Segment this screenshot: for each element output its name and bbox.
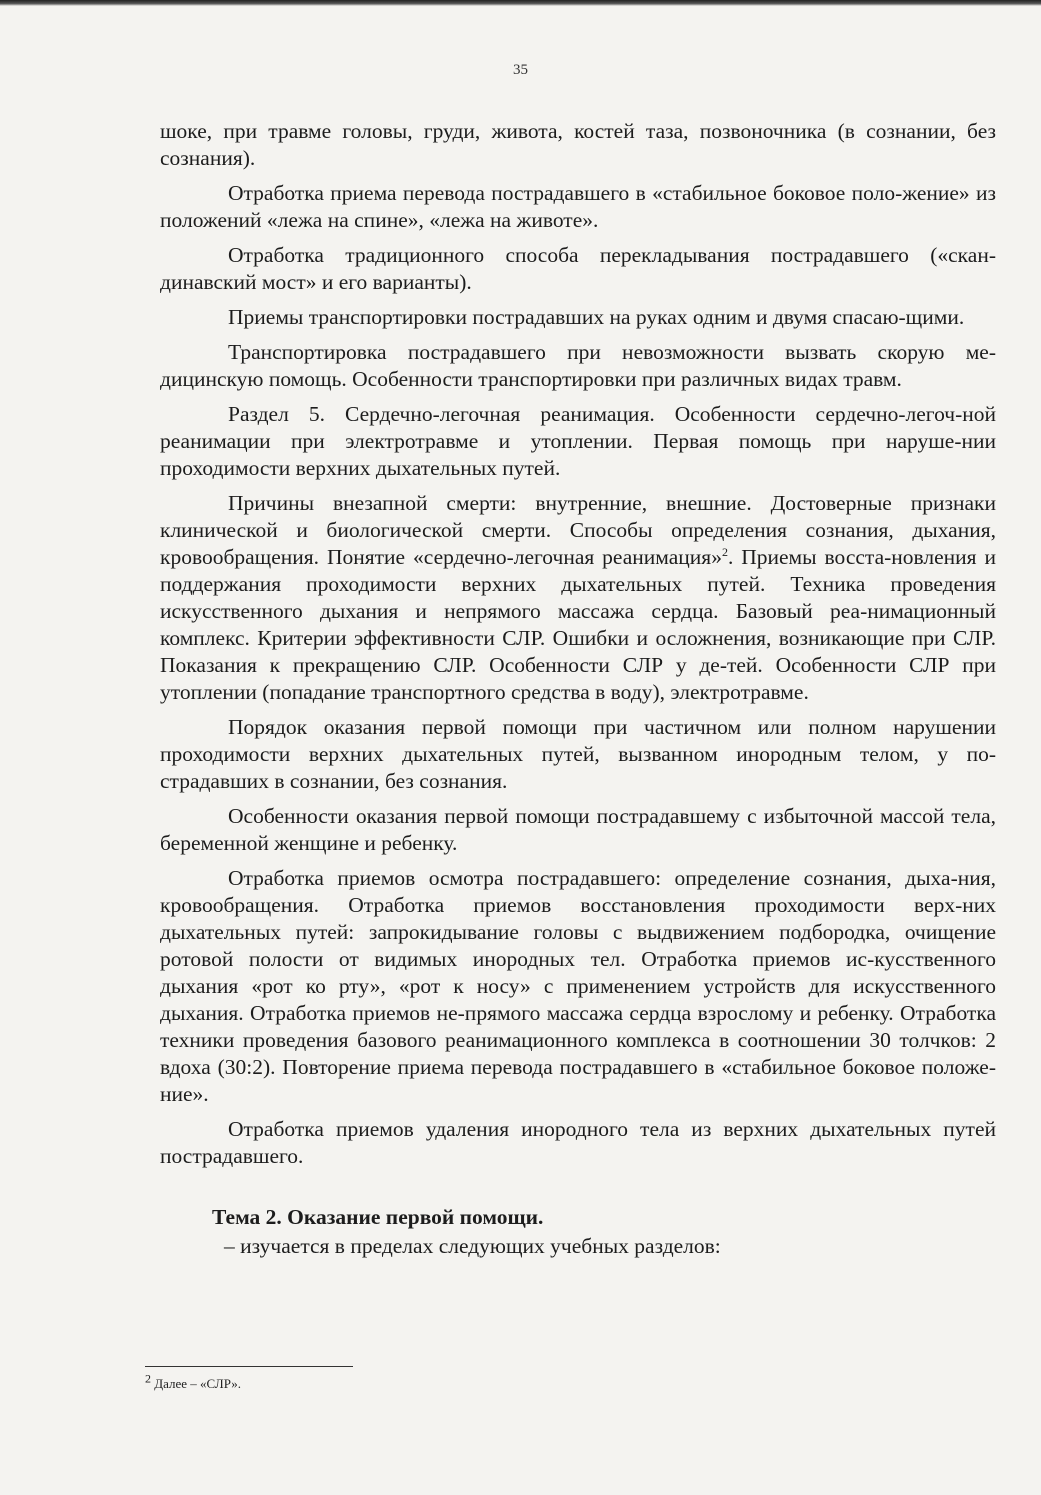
paragraph-4: Приемы транспортировки пострадавших на руках одним и двумя спасаю-щими. (228, 305, 965, 329)
paragraph-8: Порядок оказания первой помощи при частичном или полном нарушении проходимости верхних дыхательных путей, вызванном инородным телом, у по-страдавших в сознании, без сознания. (160, 715, 996, 793)
section-subline: – изучается в пределах следующих учебных разделов: (224, 1234, 721, 1258)
paragraph-6: Раздел 5. Сердечно-легочная реанимация. Особенности сердечно-легоч-ной реанимации при электротравме и утоплении. Первая помощь при наруше-нии проходимости верхних дыхательных путей. (160, 402, 996, 480)
footnote (145, 1371, 241, 1392)
paragraph-3: Отработка традиционного способа перекладывания пострадавшего («скан-динавский мост» и его варианты). (160, 243, 996, 294)
paragraph-7-continued: . Приемы восста-новления и поддержания проходимости верхних дыхательных путей. Техника проведения искусственного дыхания и непрямого массажа сердца. Базовый реа-нимационный комплекс. Критерии эффективности СЛР. Ошибки и осложнения, возникающие при СЛР. Показания к прекращению СЛР. Особенности СЛР у де-тей. Особенности СЛР при утоплении (попадание транспортного средства в воду), электротравме. (160, 545, 996, 704)
footnote-number: 2 (145, 1371, 151, 1386)
paragraph-1: шоке, при травме головы, груди, живота, костей таза, позвоночника (в сознании, без сознания). (160, 119, 996, 170)
paragraph-11: Отработка приемов удаления инородного тела из верхних дыхательных путей пострадавшего. (160, 1117, 996, 1168)
paragraph-5: Транспортировка пострадавшего при невозможности вызвать скорую ме-дицинскую помощь. Особенности транспортировки при различных видах травм. (160, 340, 996, 391)
footnote-divider (145, 1366, 353, 1367)
paragraph-2: Отработка приема перевода пострадавшего в «стабильное боковое поло-жение» из положений «лежа на спине», «лежа на животе». (160, 181, 996, 232)
footnote-reference: 2 (721, 544, 728, 559)
page-number: 35 (513, 62, 528, 78)
paragraph-7-text: Причины внезапной смерти: внутренние, внешние. Достоверные признаки клинической и биологической смерти. Способы определения сознания, дыхания, кровообращения. Понятие «сердечно-легочная реанимация» (160, 491, 996, 569)
scan-edge (0, 0, 1041, 6)
paragraph-9: Особенности оказания первой помощи пострадавшему с избыточной массой тела, беременной женщине и ребенку. (160, 804, 996, 855)
section-heading: Тема 2. Оказание первой помощи. (212, 1205, 544, 1229)
paragraph-10: Отработка приемов осмотра пострадавшего: определение сознания, дыха-ния, кровообращения. Отработка приемов восстановления проходимости верх-них дыхательных путей: запрокидывание головы с выдвижением подбородка, очищение ротовой полости от видимых инородных тел. Отработка приемов ис-кусственного дыхания «рот ко рту», «рот к носу» с применением устройств для искусственного дыхания. Отработка приемов не-прямого массажа сердца взрослому и ребенку. Отработка техники проведения базового реанимационного комплекса в соотношении 30 толчков: 2 вдоха (30:2). Повторение приема перевода пострадавшего в «стабильное боковое положе-ние». (160, 866, 996, 1106)
paragraph-7 (160, 490, 996, 706)
document-body (160, 118, 996, 1260)
footnote-text: Далее – «СЛР». (151, 1376, 241, 1391)
